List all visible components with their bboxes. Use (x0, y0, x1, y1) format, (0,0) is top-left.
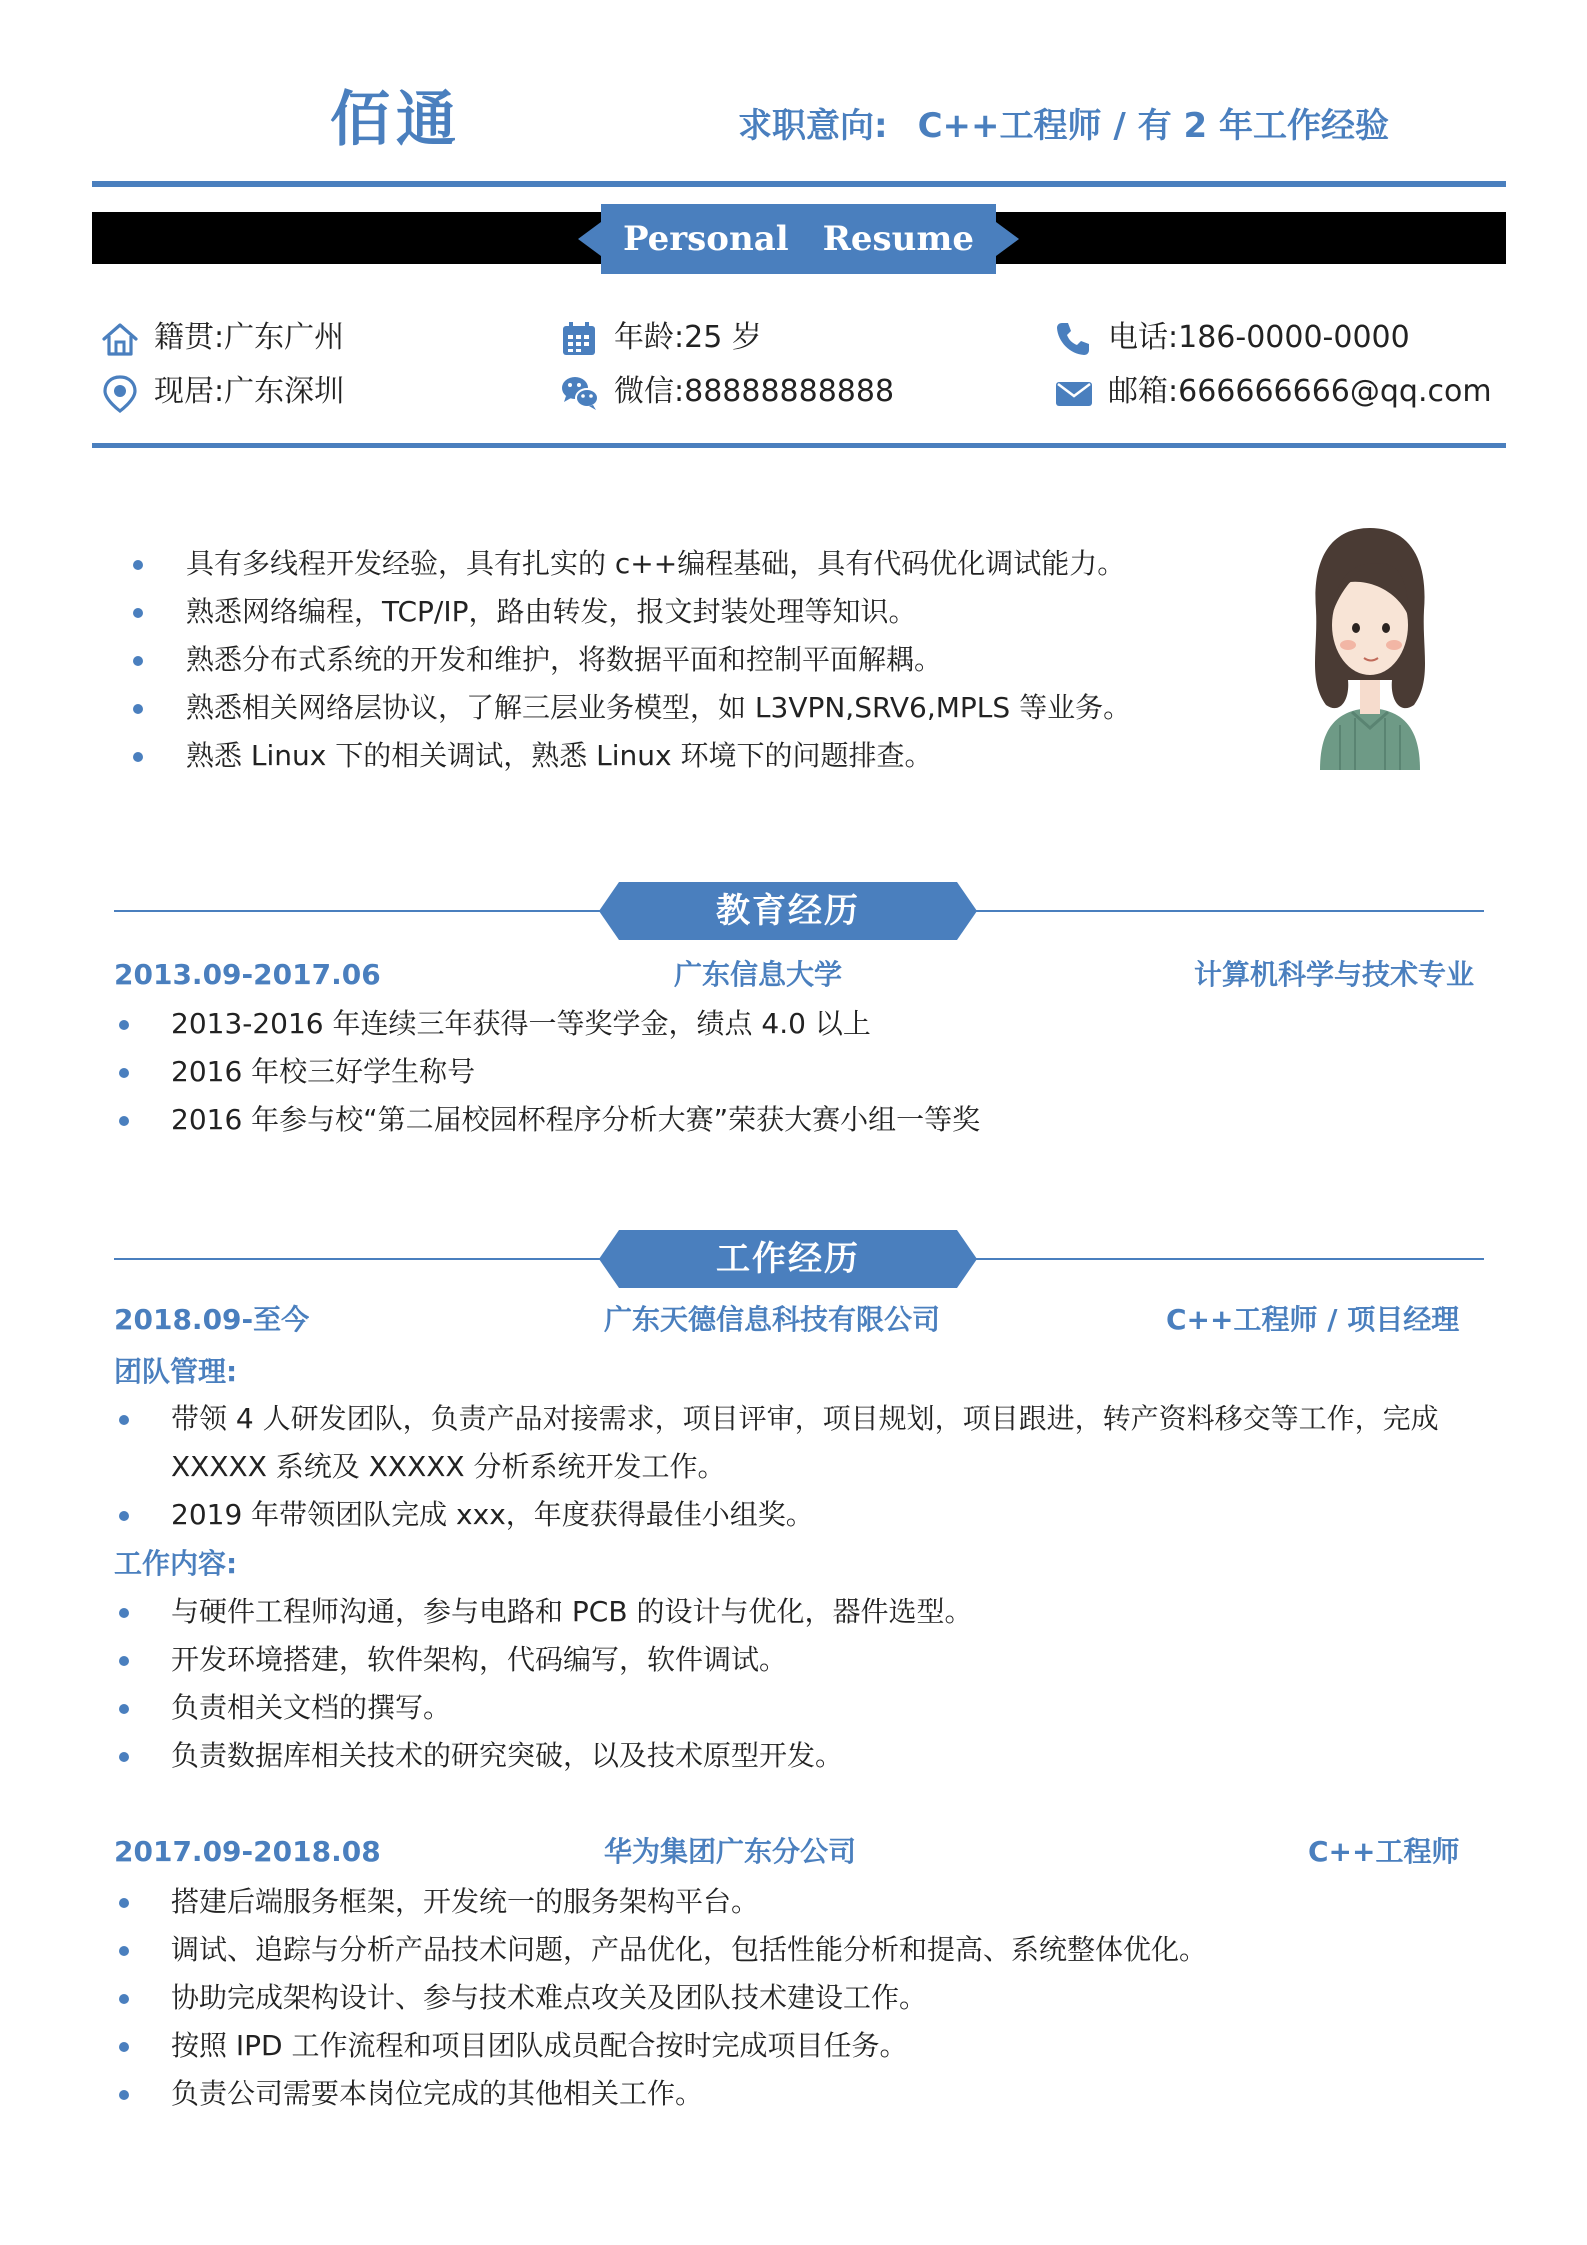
calendar-icon (560, 320, 598, 358)
candidate-name: 佰通 (330, 85, 462, 155)
work-tab-arrow-right (957, 1230, 977, 1288)
home-icon (100, 320, 140, 358)
education-period: 2013.09-2017.06 (114, 958, 381, 991)
list-item: 具有多线程开发经验，具有扎实的 c++编程基础，具有代码优化调试能力。 (186, 540, 1186, 588)
info-hometown: 籍贯:广东广州 (154, 318, 344, 358)
banner-arrow-left (578, 222, 601, 256)
work-content-list (114, 1588, 1494, 1780)
education-achievements (114, 1000, 1494, 1144)
skills-summary (186, 540, 1186, 780)
avatar (1300, 520, 1440, 770)
list-item: 2016 年参与校“第二届校园杯程序分析大赛”荣获大赛小组一等奖 (114, 1096, 1494, 1144)
mail-icon (1054, 374, 1094, 412)
education-major: 计算机科学与技术专业 (1194, 958, 1475, 991)
list-item: 与硬件工程师沟通，参与电路和 PCB 的设计与优化，器件选型。 (114, 1588, 1494, 1636)
list-item: 熟悉相关网络层协议，了解三层业务模型，如 L3VPN,SRV6,MPLS 等业务。 (186, 684, 1186, 732)
list-item: 2019 年带领团队完成 xxx，年度获得最佳小组奖。 (114, 1491, 1494, 1539)
list-item: 负责公司需要本岗位完成的其他相关工作。 (114, 2070, 1494, 2118)
job-company: 广东天德信息科技有限公司 (604, 1303, 941, 1336)
list-item: 熟悉 Linux 下的相关调试，熟悉 Linux 环境下的问题排查。 (186, 732, 1186, 780)
job-period: 2017.09-2018.08 (114, 1835, 381, 1868)
wechat-icon (560, 374, 600, 412)
list-item: 调试、追踪与分析产品技术问题，产品优化，包括性能分析和提高、系统整体优化。 (114, 1926, 1494, 1974)
education-section-title: 教育经历 (619, 882, 957, 940)
info-age: 年龄:25 岁 (614, 318, 762, 358)
team-management-list (114, 1395, 1494, 1539)
list-item: 搭建后端服务框架，开发统一的服务架构平台。 (114, 1878, 1494, 1926)
team-management-heading: 团队管理: (114, 1355, 238, 1388)
list-item: 2013-2016 年连续三年获得一等奖学金，绩点 4.0 以上 (114, 1000, 1494, 1048)
education-tab-arrow-left (599, 882, 619, 940)
list-item: 协助完成架构设计、参与技术难点攻关及团队技术建设工作。 (114, 1974, 1494, 2022)
job-role: C++工程师 (1308, 1835, 1460, 1868)
job-duties-list (114, 1878, 1494, 2118)
list-item: 按照 IPD 工作流程和项目团队成员配合按时完成项目任务。 (114, 2022, 1494, 2070)
job-role: C++工程师 / 项目经理 (1166, 1303, 1460, 1336)
job-intent-label: 求职意向: (738, 106, 888, 146)
work-tab-arrow-left (599, 1230, 619, 1288)
education-tab-arrow-right (957, 882, 977, 940)
info-residence: 现居:广东深圳 (154, 372, 344, 412)
job-period: 2018.09-至今 (114, 1303, 310, 1336)
info-phone: 电话:186-0000-0000 (1108, 318, 1410, 358)
phone-icon (1054, 320, 1092, 358)
banner-title: Personal Resume (622, 219, 975, 259)
list-item: 2016 年校三好学生称号 (114, 1048, 1494, 1096)
list-item: 带领 4 人研发团队，负责产品对接需求，项目评审，项目规划，项目跟进，转产资料移交等工作，完成 XXXXX 系统及 XXXXX 分析系统开发工作。 (114, 1395, 1494, 1491)
job-company: 华为集团广东分公司 (604, 1835, 857, 1868)
work-section-title: 工作经历 (619, 1230, 957, 1288)
info-divider (92, 443, 1506, 448)
work-content-heading: 工作内容: (114, 1547, 238, 1580)
info-email: 邮箱:666666666@qq.com (1108, 372, 1492, 412)
info-wechat: 微信:88888888888 (614, 372, 894, 412)
education-school: 广东信息大学 (674, 958, 843, 991)
list-item: 开发环境搭建，软件架构，代码编写，软件调试。 (114, 1636, 1494, 1684)
header-divider (92, 181, 1506, 187)
list-item: 负责数据库相关技术的研究突破，以及技术原型开发。 (114, 1732, 1494, 1780)
banner-arrow-right (996, 222, 1019, 256)
job-intent-value: C++工程师 / 有 2 年工作经验 (917, 106, 1389, 146)
list-item: 负责相关文档的撰写。 (114, 1684, 1494, 1732)
location-pin-icon (100, 374, 140, 414)
job-intent (738, 98, 1389, 147)
list-item: 熟悉分布式系统的开发和维护，将数据平面和控制平面解耦。 (186, 636, 1186, 684)
list-item: 熟悉网络编程，TCP/IP，路由转发，报文封装处理等知识。 (186, 588, 1186, 636)
